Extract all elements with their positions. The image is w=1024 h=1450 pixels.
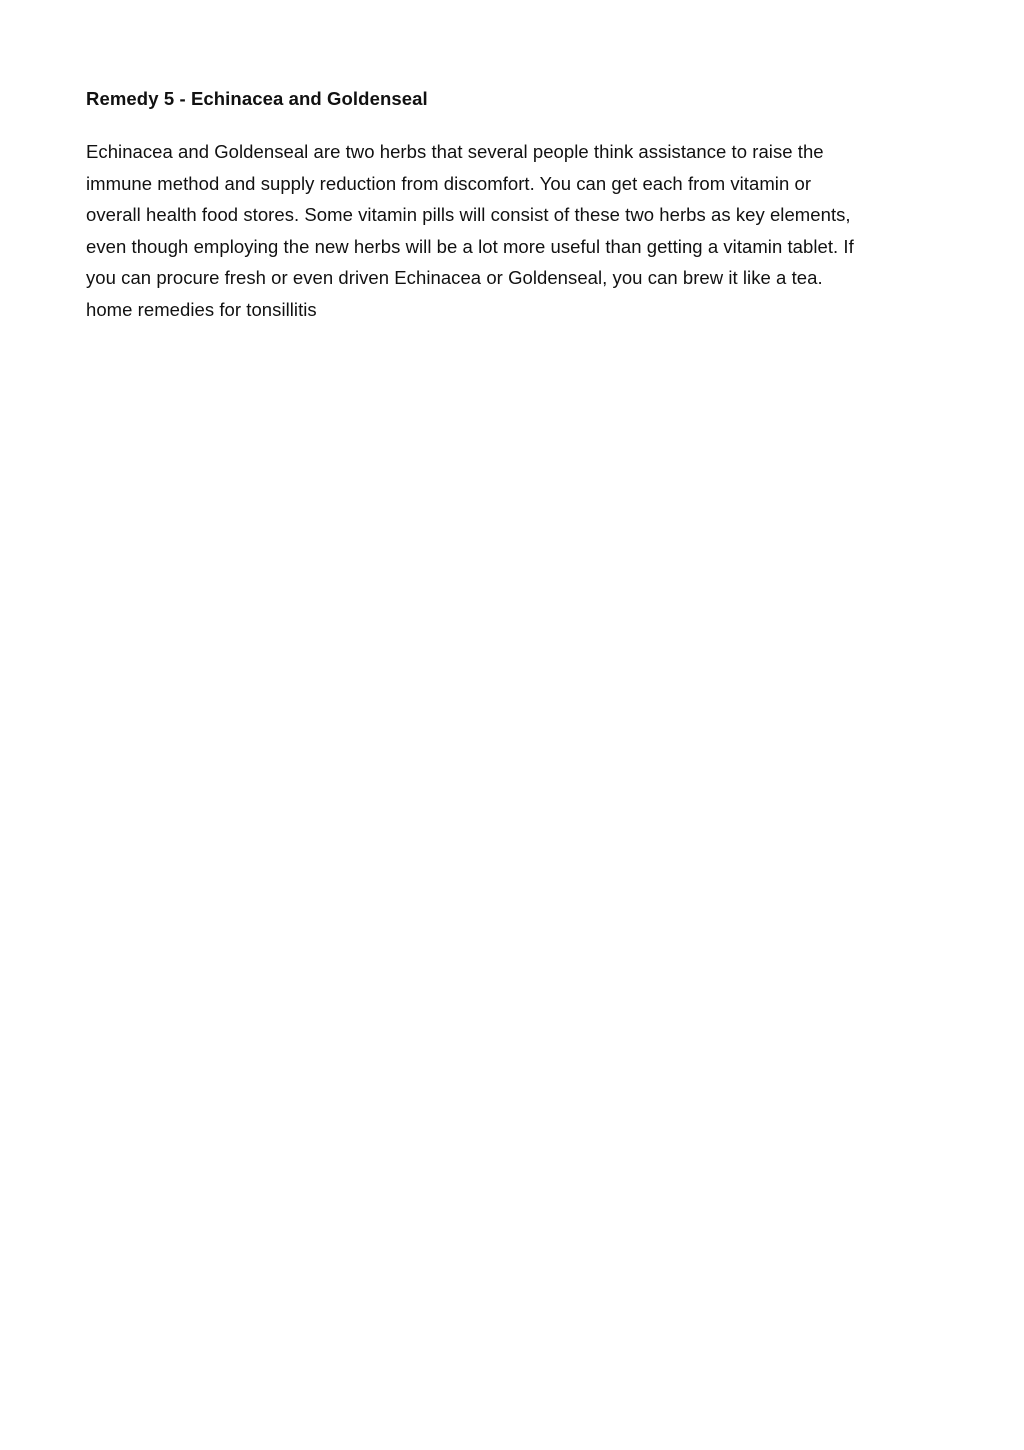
paragraph-line: overall health food stores. Some vitamin pills will consist of these two herbs as key elements,	[86, 204, 851, 225]
document-content	[86, 86, 956, 325]
section-heading: Remedy 5 - Echinacea and Goldenseal	[86, 88, 428, 109]
paragraph-line: you can procure fresh or even driven Echinacea or Goldenseal, you can brew it like a tea.	[86, 267, 823, 288]
paragraph-line: Echinacea and Goldenseal are two herbs that several people think assistance to raise the	[86, 141, 824, 162]
paragraph-line: even though employing the new herbs will be a lot more useful than getting a vitamin tablet. If	[86, 235, 854, 257]
paragraph-line: home remedies for tonsillitis	[86, 298, 317, 320]
body-paragraph	[86, 136, 956, 325]
paragraph-line: immune method and supply reduction from discomfort. You can get each from vitamin or	[86, 172, 812, 194]
